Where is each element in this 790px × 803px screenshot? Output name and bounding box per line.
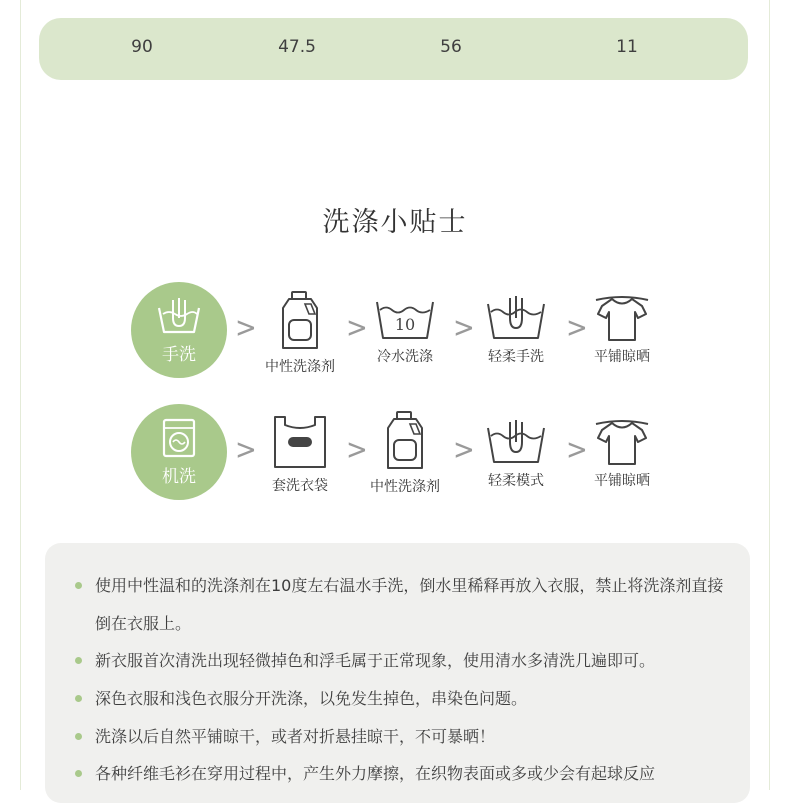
arrow-icon: > <box>453 311 475 345</box>
step-label: 中性洗涤剂 <box>370 479 440 495</box>
tip-text: 深色衣服和浅色衣服分开洗涤，以免发生掉色，串染色问题。 <box>95 689 528 708</box>
washing-machine-icon <box>155 418 203 458</box>
tip-text: 洗涤以后自然平铺晾干，或者对折悬挂晾干，不可暴晒！ <box>95 727 496 746</box>
arrow-icon: > <box>566 433 588 467</box>
tip-item <box>95 567 735 643</box>
arrow-icon: > <box>346 433 368 467</box>
step-label: 冷水洗涤 <box>377 349 433 365</box>
arrow-icon: > <box>346 311 368 345</box>
hand-wash-label: 手洗 <box>162 345 196 365</box>
drying-shirt-icon <box>594 416 650 466</box>
step-flat-dry <box>572 292 672 366</box>
tip-item <box>95 642 735 680</box>
hand-wash-badge <box>131 282 227 378</box>
size-value: 56 <box>440 37 462 57</box>
tip-text: 使用中性温和的洗涤剂在10度左右温水手洗，倒水里稀释再放入衣服，禁止将洗涤剂直接倒在衣服上。 <box>95 576 724 633</box>
arrow-icon: > <box>453 433 475 467</box>
step-cold-wash <box>355 296 455 366</box>
step-label: 中性洗涤剂 <box>265 359 335 375</box>
detergent-bottle-icon <box>382 410 428 472</box>
step-detergent <box>355 410 455 496</box>
tip-item <box>95 718 735 756</box>
size-table-row <box>39 18 748 80</box>
machine-wash-badge <box>131 404 227 500</box>
bullet-dot <box>75 582 82 589</box>
drying-shirt-icon <box>594 292 650 342</box>
step-label: 平铺晾晒 <box>594 473 650 489</box>
tip-text: 各种纤维毛衫在穿用过程中，产生外力摩擦，在织物表面或多或少会有起球反应 <box>95 764 656 783</box>
page-frame-left <box>20 0 21 790</box>
step-label: 轻柔手洗 <box>488 349 544 365</box>
step-label: 轻柔模式 <box>488 473 544 489</box>
step-label: 套洗衣袋 <box>272 478 328 494</box>
step-label: 平铺晾晒 <box>594 349 650 365</box>
washing-tips-title: 洗涤小贴士 <box>322 207 468 238</box>
step-detergent <box>250 290 350 376</box>
hand-wash-basin-icon <box>155 296 203 336</box>
step-gentle-mode <box>466 420 566 490</box>
washing-tips-box <box>45 543 750 803</box>
bullet-dot <box>75 657 82 664</box>
tip-item <box>95 755 735 793</box>
machine-wash-label: 机洗 <box>162 467 196 487</box>
size-value: 11 <box>616 37 638 57</box>
wash-basin-10-icon <box>375 296 435 342</box>
step-flat-dry <box>572 416 672 490</box>
page-frame-right <box>769 0 770 790</box>
step-laundry-bag <box>250 413 350 495</box>
laundry-bag-icon <box>271 413 329 471</box>
bullet-dot <box>75 733 82 740</box>
tip-text: 新衣服首次清洗出现轻微掉色和浮毛属于正常现象，使用清水多清洗几遍即可。 <box>95 651 656 670</box>
bullet-dot <box>75 770 82 777</box>
arrow-icon: > <box>566 311 588 345</box>
arrow-icon: > <box>235 433 257 467</box>
arrow-icon: > <box>235 311 257 345</box>
gentle-hand-wash-icon <box>486 296 546 342</box>
bullet-dot <box>75 695 82 702</box>
tip-item <box>95 680 735 718</box>
detergent-bottle-icon <box>277 290 323 352</box>
wash-temperature-text: 10 <box>394 315 416 334</box>
size-value: 47.5 <box>278 37 316 57</box>
gentle-hand-wash-icon <box>486 420 546 466</box>
step-gentle-hand-wash <box>466 296 566 366</box>
size-value: 90 <box>131 37 153 57</box>
